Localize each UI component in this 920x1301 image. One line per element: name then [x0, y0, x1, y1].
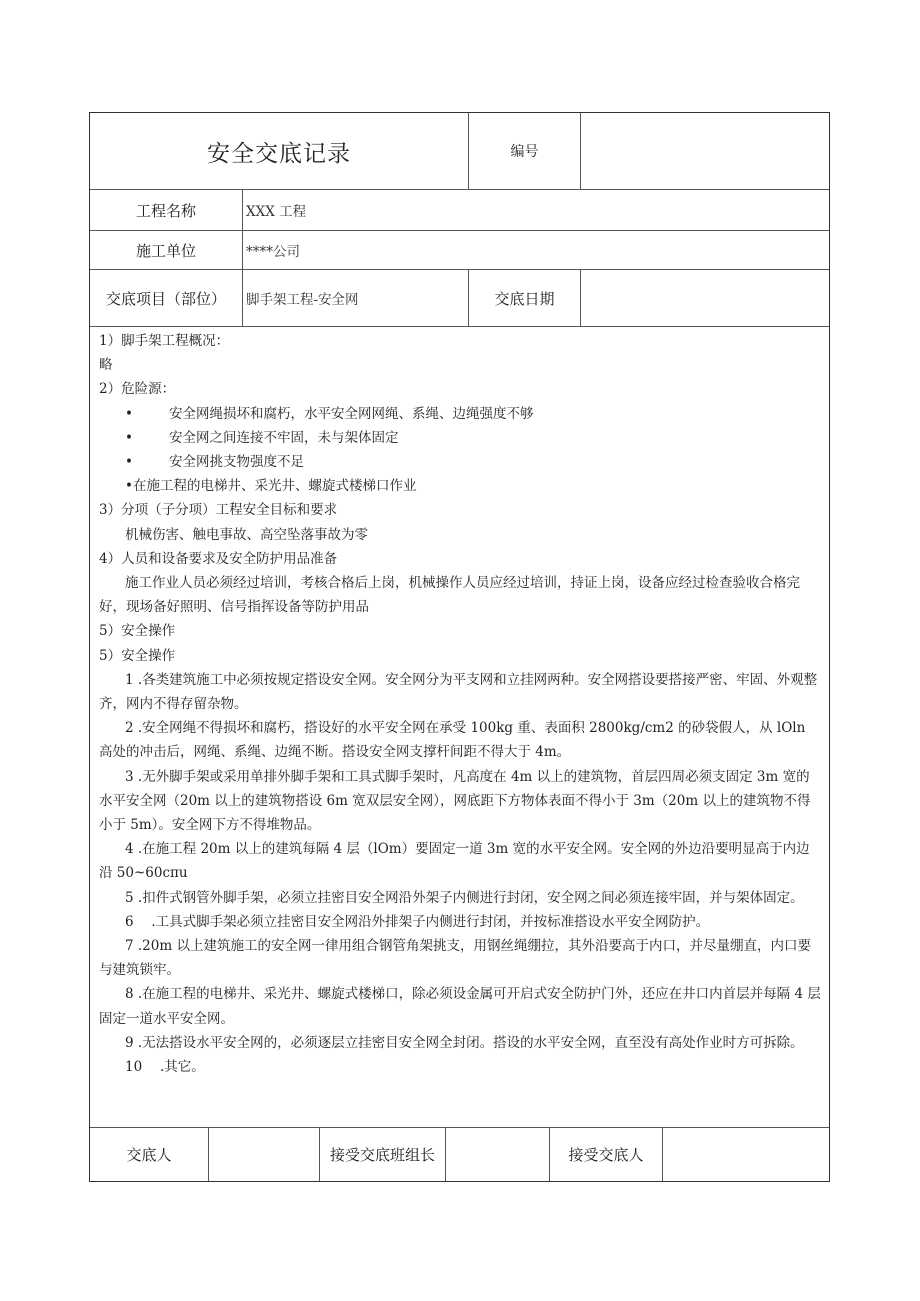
- date-label: 交底日期: [469, 270, 581, 326]
- rule-item: 6 .工具式脚手架必须立挂密目安全网沿外排架子内侧进行封闭，并按标准搭设水平安全网防护。: [125, 913, 710, 930]
- hazard-item: • 安全网之间连接不牢固，未与架体固定: [99, 426, 823, 450]
- title-row: [90, 113, 829, 190]
- rule-item: 3 .无外脚手架或采用单排外脚手架和工具式脚手架时，凡高度在 4m 以上的建筑物，首层四周必须支固定 3m 宽的水平安全网（20m 以上的建筑物搭设 6m 宽双层安全网），网底距下方物体表面不得小于 3m（20m 以上的建筑物不得小于 5m）。安全网下方不得堆物品。: [99, 768, 811, 834]
- rule-item: 8 .在施工程的电梯井、采光井、螺旋式楼梯口，除必须设金属可开启式安全防护门外，还应在井口内首层并每隔 4 层固定一道水平安全网。: [99, 986, 821, 1027]
- bullet-icon: •: [125, 454, 133, 471]
- rule-item: 2 .安全网绳不得损坏和腐朽，搭设好的水平安全网在承受 100kg 重、表面积 2800kg/cm2 的砂袋假人，从 lOln 高处的冲击后，网绳、系绳、边绳不断。搭设安全网支撑杆间距不得大于 4m。: [99, 720, 806, 761]
- project-name-value[interactable]: XXX 工程: [246, 204, 307, 220]
- section-5-heading: 5）安全操作: [99, 647, 176, 664]
- project-name-label: 工程名称: [90, 190, 243, 230]
- section-1-heading: 1）脚手架工程概况：: [99, 333, 230, 349]
- team-leader-label: 接受交底班组长: [320, 1128, 446, 1181]
- hazard-item: • 安全网挑支物强度不足: [99, 450, 823, 474]
- safety-disclosure-table: [89, 112, 830, 1182]
- receiver-value[interactable]: [663, 1128, 829, 1181]
- rule-item: 4 .在施工程 20m 以上的建筑每隔 4 层（lOm）要固定一道 3m 宽的水平安全网。安全网的外边沿要明显高于内边沿 50~60cπu: [99, 841, 810, 882]
- item-value[interactable]: 脚手架工程-安全网: [243, 270, 469, 326]
- bullet-icon: •: [125, 405, 133, 422]
- section-3-heading: 3）分项（子分项）工程安全目标和要求: [99, 502, 338, 519]
- contractor-label: 施工单位: [90, 231, 243, 269]
- item-label: 交底项目（部位）: [90, 270, 243, 326]
- discloser-label: 交底人: [90, 1128, 209, 1181]
- rule-item: 9 .无法搭设水平安全网的，必须逐层立挂密目安全网全封闭。搭设的水平安全网，直至没有高处作业时方可拆除。: [125, 1034, 804, 1051]
- section-5-heading: 5）安全操作: [99, 623, 176, 640]
- section-2-heading: 2）危险源：: [99, 381, 176, 398]
- rule-item: 5 .扣件式钢管外脚手架，必须立挂密目安全网沿外架子内侧进行封闭，安全网之间必须连接牢固，并与架体固定。: [125, 889, 804, 906]
- hazard-item: • 安全网绳损坏和腐朽，水平安全网网绳、系绳、边绳强度不够: [99, 402, 823, 426]
- bullet-icon: •: [125, 429, 133, 446]
- contractor-value[interactable]: ****公司: [246, 244, 300, 260]
- disclosure-content: [90, 327, 829, 1128]
- project-name-row: [90, 190, 829, 231]
- section-1-text: 略: [99, 357, 113, 374]
- team-leader-value[interactable]: [446, 1128, 550, 1181]
- section-4-heading: 4）人员和设备要求及安全防护用品准备: [99, 550, 338, 567]
- document-title: 安全交底记录: [90, 113, 469, 189]
- receiver-label: 接受交底人: [550, 1128, 663, 1181]
- contractor-row: [90, 231, 829, 270]
- rule-item: 1 .各类建筑施工中必须按规定搭设安全网。安全网分为平支网和立挂网两种。安全网搭设要搭接严密、牢固、外观整齐，网内不得存留杂物。: [99, 671, 818, 713]
- item-date-row: [90, 270, 829, 327]
- hazard-item-extra: •在施工程的电梯井、采光井、螺旋式楼梯口作业: [125, 478, 417, 495]
- discloser-value[interactable]: [209, 1128, 320, 1181]
- rule-item: 10 .其它。: [125, 1059, 205, 1076]
- section-3-text: 机械伤害、触电事故、高空坠落事故为零: [125, 526, 368, 543]
- rule-item: 7 .20m 以上建筑施工的安全网一律用组合钢管角架挑支，用钢丝绳绷拉，其外沿要高于内口，并尽量绷直，内口要与建筑锁牢。: [99, 938, 811, 979]
- signature-row: [90, 1128, 829, 1181]
- section-4-text: 施工作业人员必须经过培训，考核合格后上岗，机械操作人员应经过培训，持证上岗，设备应经过检查验收合格完好，现场备好照明、信号指挥设备等防护用品: [99, 575, 800, 616]
- date-value[interactable]: [581, 270, 829, 326]
- number-label: 编号: [469, 113, 581, 189]
- number-value[interactable]: [581, 113, 829, 189]
